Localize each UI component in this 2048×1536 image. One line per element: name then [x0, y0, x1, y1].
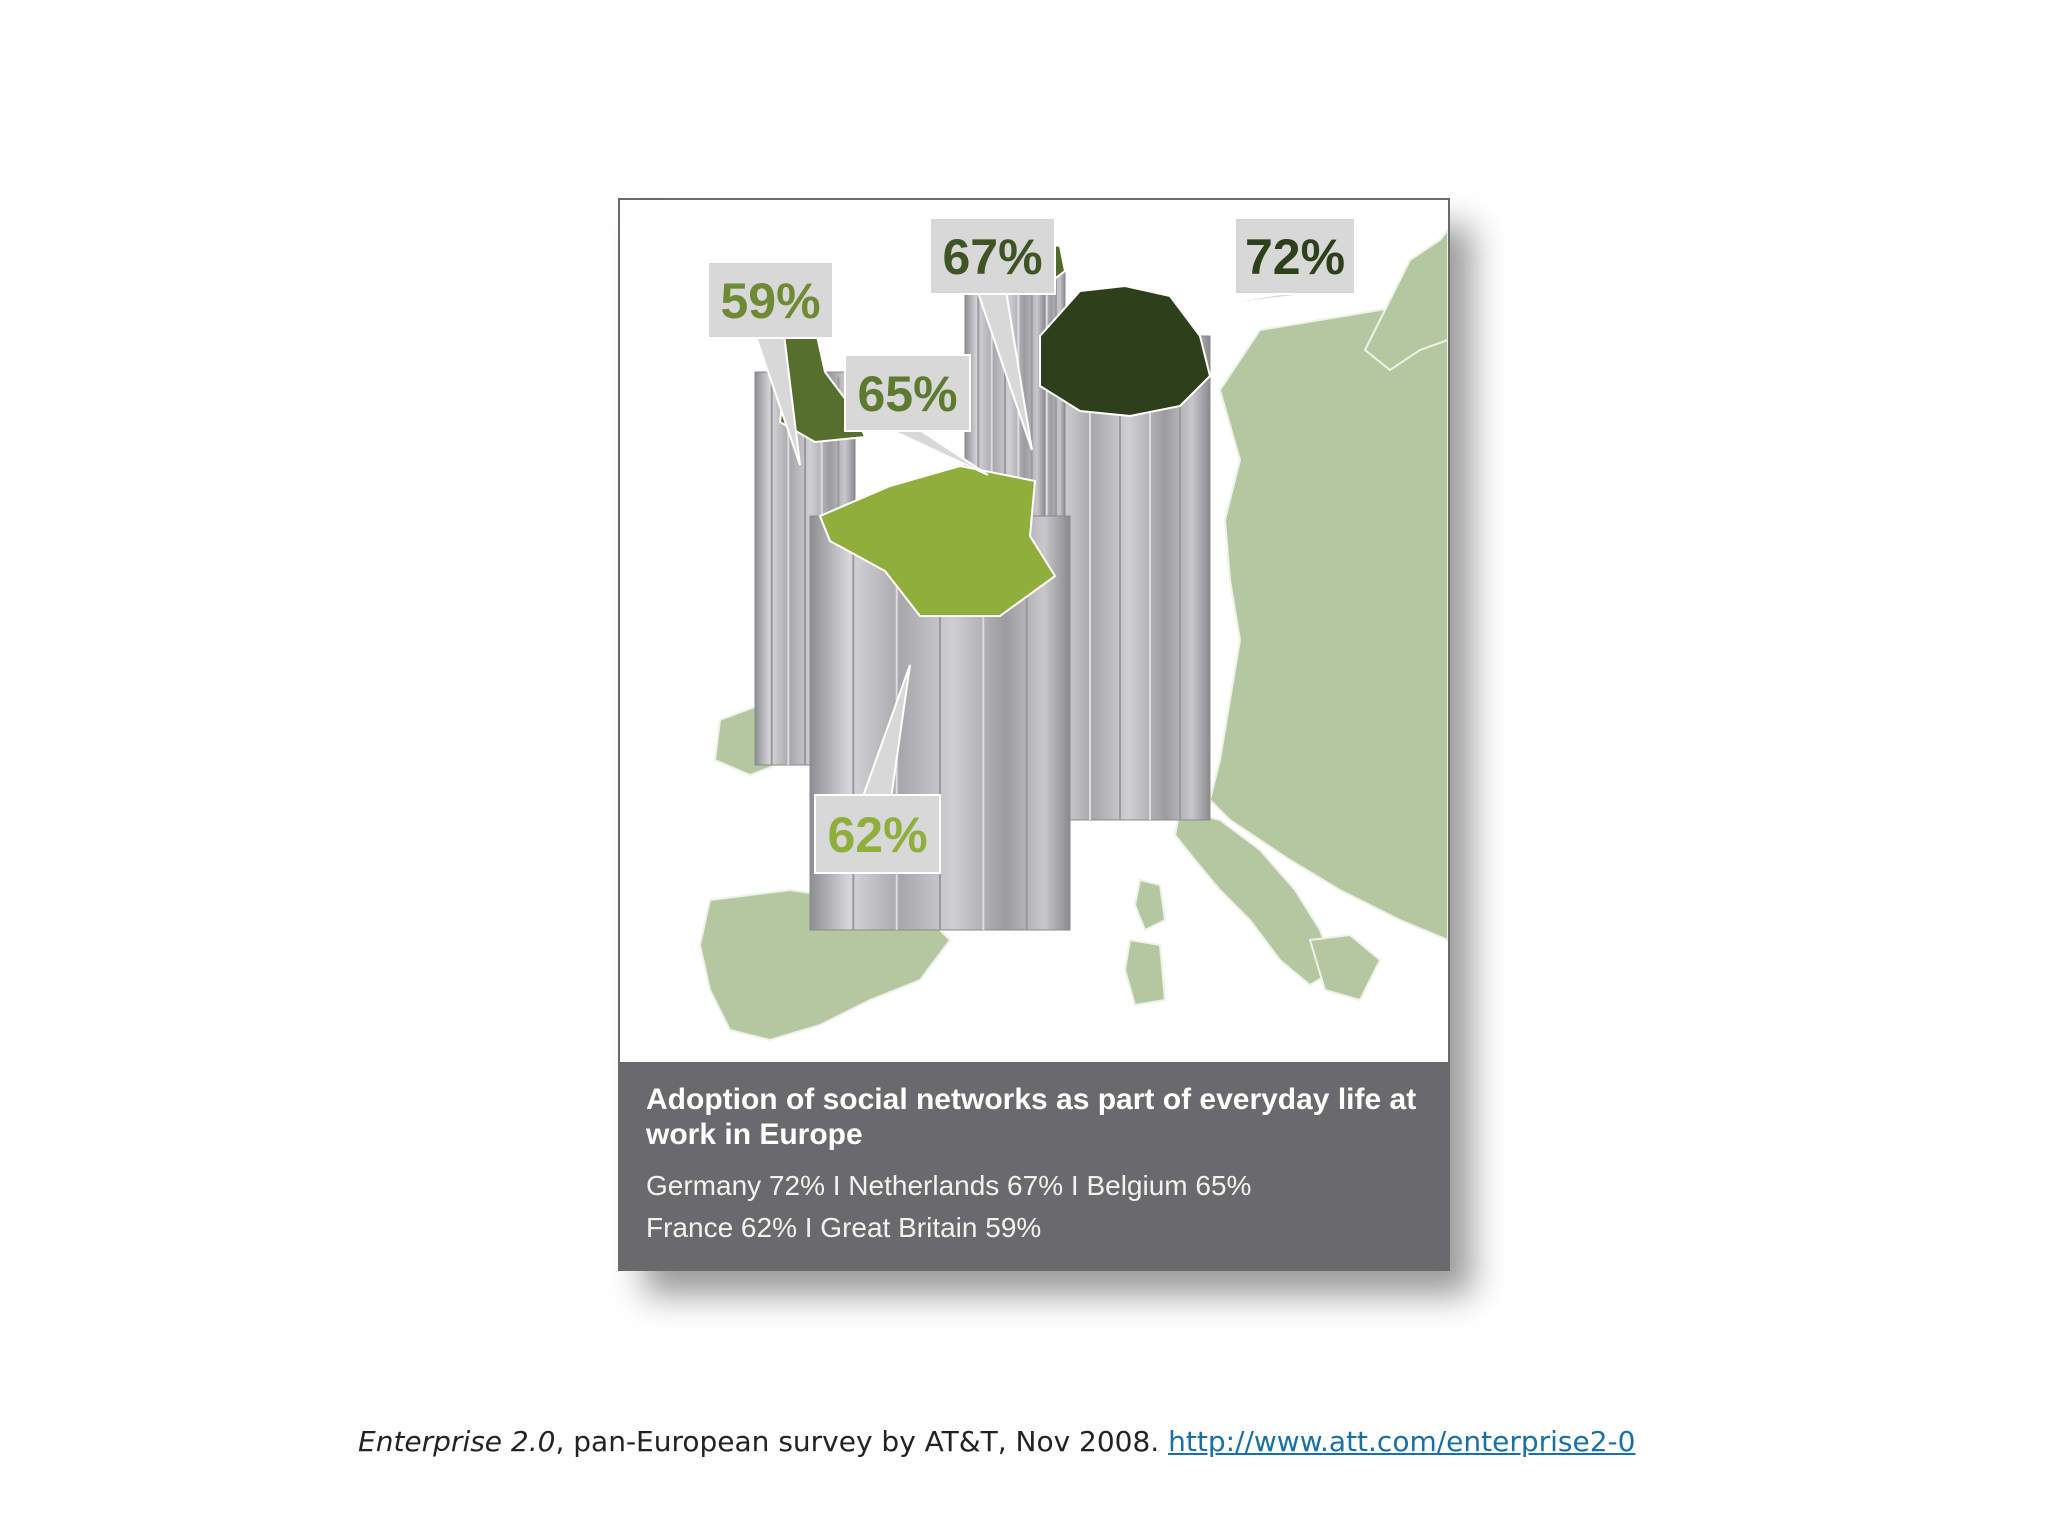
land-corsica	[1135, 880, 1165, 930]
source-link[interactable]: http://www.att.com/enterprise2-0	[1168, 1425, 1636, 1458]
caption-panel	[620, 1062, 1448, 1269]
data-label-netherlands: 67%	[942, 229, 1043, 285]
data-label-france: 62%	[827, 807, 928, 863]
source-citation	[358, 1425, 1758, 1458]
source-description: , pan-European survey by AT&T, Nov 2008.	[555, 1425, 1169, 1458]
summary-line-2: France 62% I Great Britain 59%	[646, 1212, 1042, 1243]
source-work-title: Enterprise 2.0	[358, 1425, 556, 1458]
europe-map-chart	[620, 200, 1448, 1062]
callout-pointer-germany	[1180, 294, 1309, 310]
land-sardinia	[1125, 940, 1165, 1005]
data-label-belgium: 65%	[857, 366, 958, 422]
chart-title: Adoption of social networks as part of everyday life at work in Europe	[646, 1083, 1417, 1151]
infographic-figure	[620, 200, 1448, 1269]
land-greece	[1310, 935, 1380, 1000]
data-label-germany: 72%	[1244, 229, 1346, 285]
map-area	[620, 200, 1448, 1062]
summary-line-1: Germany 72% I Netherlands 67% I Belgium 65%	[646, 1170, 1252, 1201]
data-label-great-britain: 59%	[720, 273, 821, 329]
